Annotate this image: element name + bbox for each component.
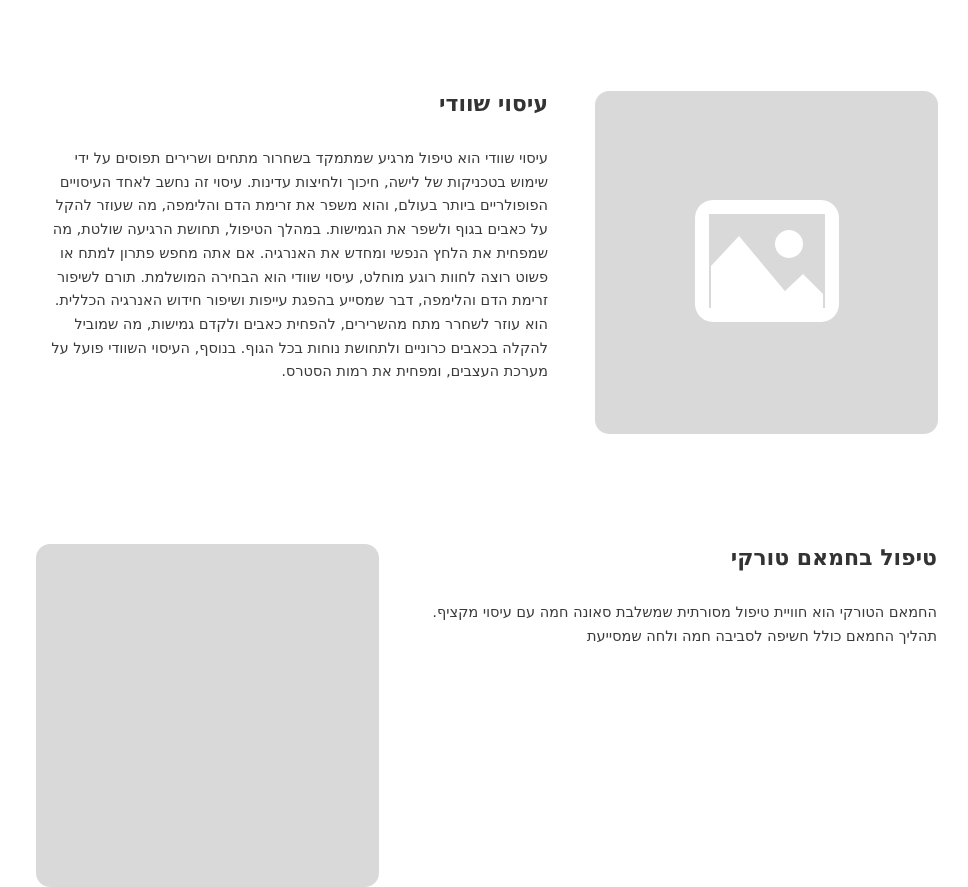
section-image [595,91,938,434]
image-placeholder-icon [695,200,839,326]
section-image [36,544,379,887]
section-description: החמאם הטורקי הוא חוויית טיפול מסורתית שמשלבת סאונה חמה עם עיסוי מקציף. תהליך החמאם כולל חשיפה לסביבה חמה ולחה שמסייעת [432,605,937,645]
section-title: עיסוי שוודי [439,92,548,117]
treatment-section-hammam [0,530,968,645]
section-title: טיפול בחמאם טורקי [730,546,937,571]
section-description: עיסוי שוודי הוא טיפול מרגיע שמתמקד בשחרור מתחים ושרירים תפוסים על ידי שימוש בטכניקות של לישה, חיכוך ולחיצות עדינות. עיסוי זה נחשב לאחד העיסויים הפופולריים ביותר בעולם, והוא משפר את זרימת הדם והלימפה, מה שעוזר להקל על כאבים בגוף ולשפר את הגמישות. במהלך הטיפול, תחושת הרגיעה שולטת, מה שמפחית את הלחץ הנפשי ומחדש את האנרגיה. אם אתה מחפש פתרון למתח או פשוט רוצה לחוות רוגע מוחלט, עיסוי שוודי הוא הבחירה המושלמת. תורם לשיפור זרימת הדם והלימפה, דבר שמסייע בהפגת עייפות ושיפור חידוש האנרגיה הכללית. הוא עוזר לשחרר מתח מהשרירים, להפחית כאבים ולקדם גמישות, מה שמוביל להקלה בכאבים כרוניים ולתחושת נוחות בכל הגוף. בנוסף, העיסוי השוודי פועל על מערכת העצבים, ומפחית את רמות הסטרס. [51,151,548,381]
